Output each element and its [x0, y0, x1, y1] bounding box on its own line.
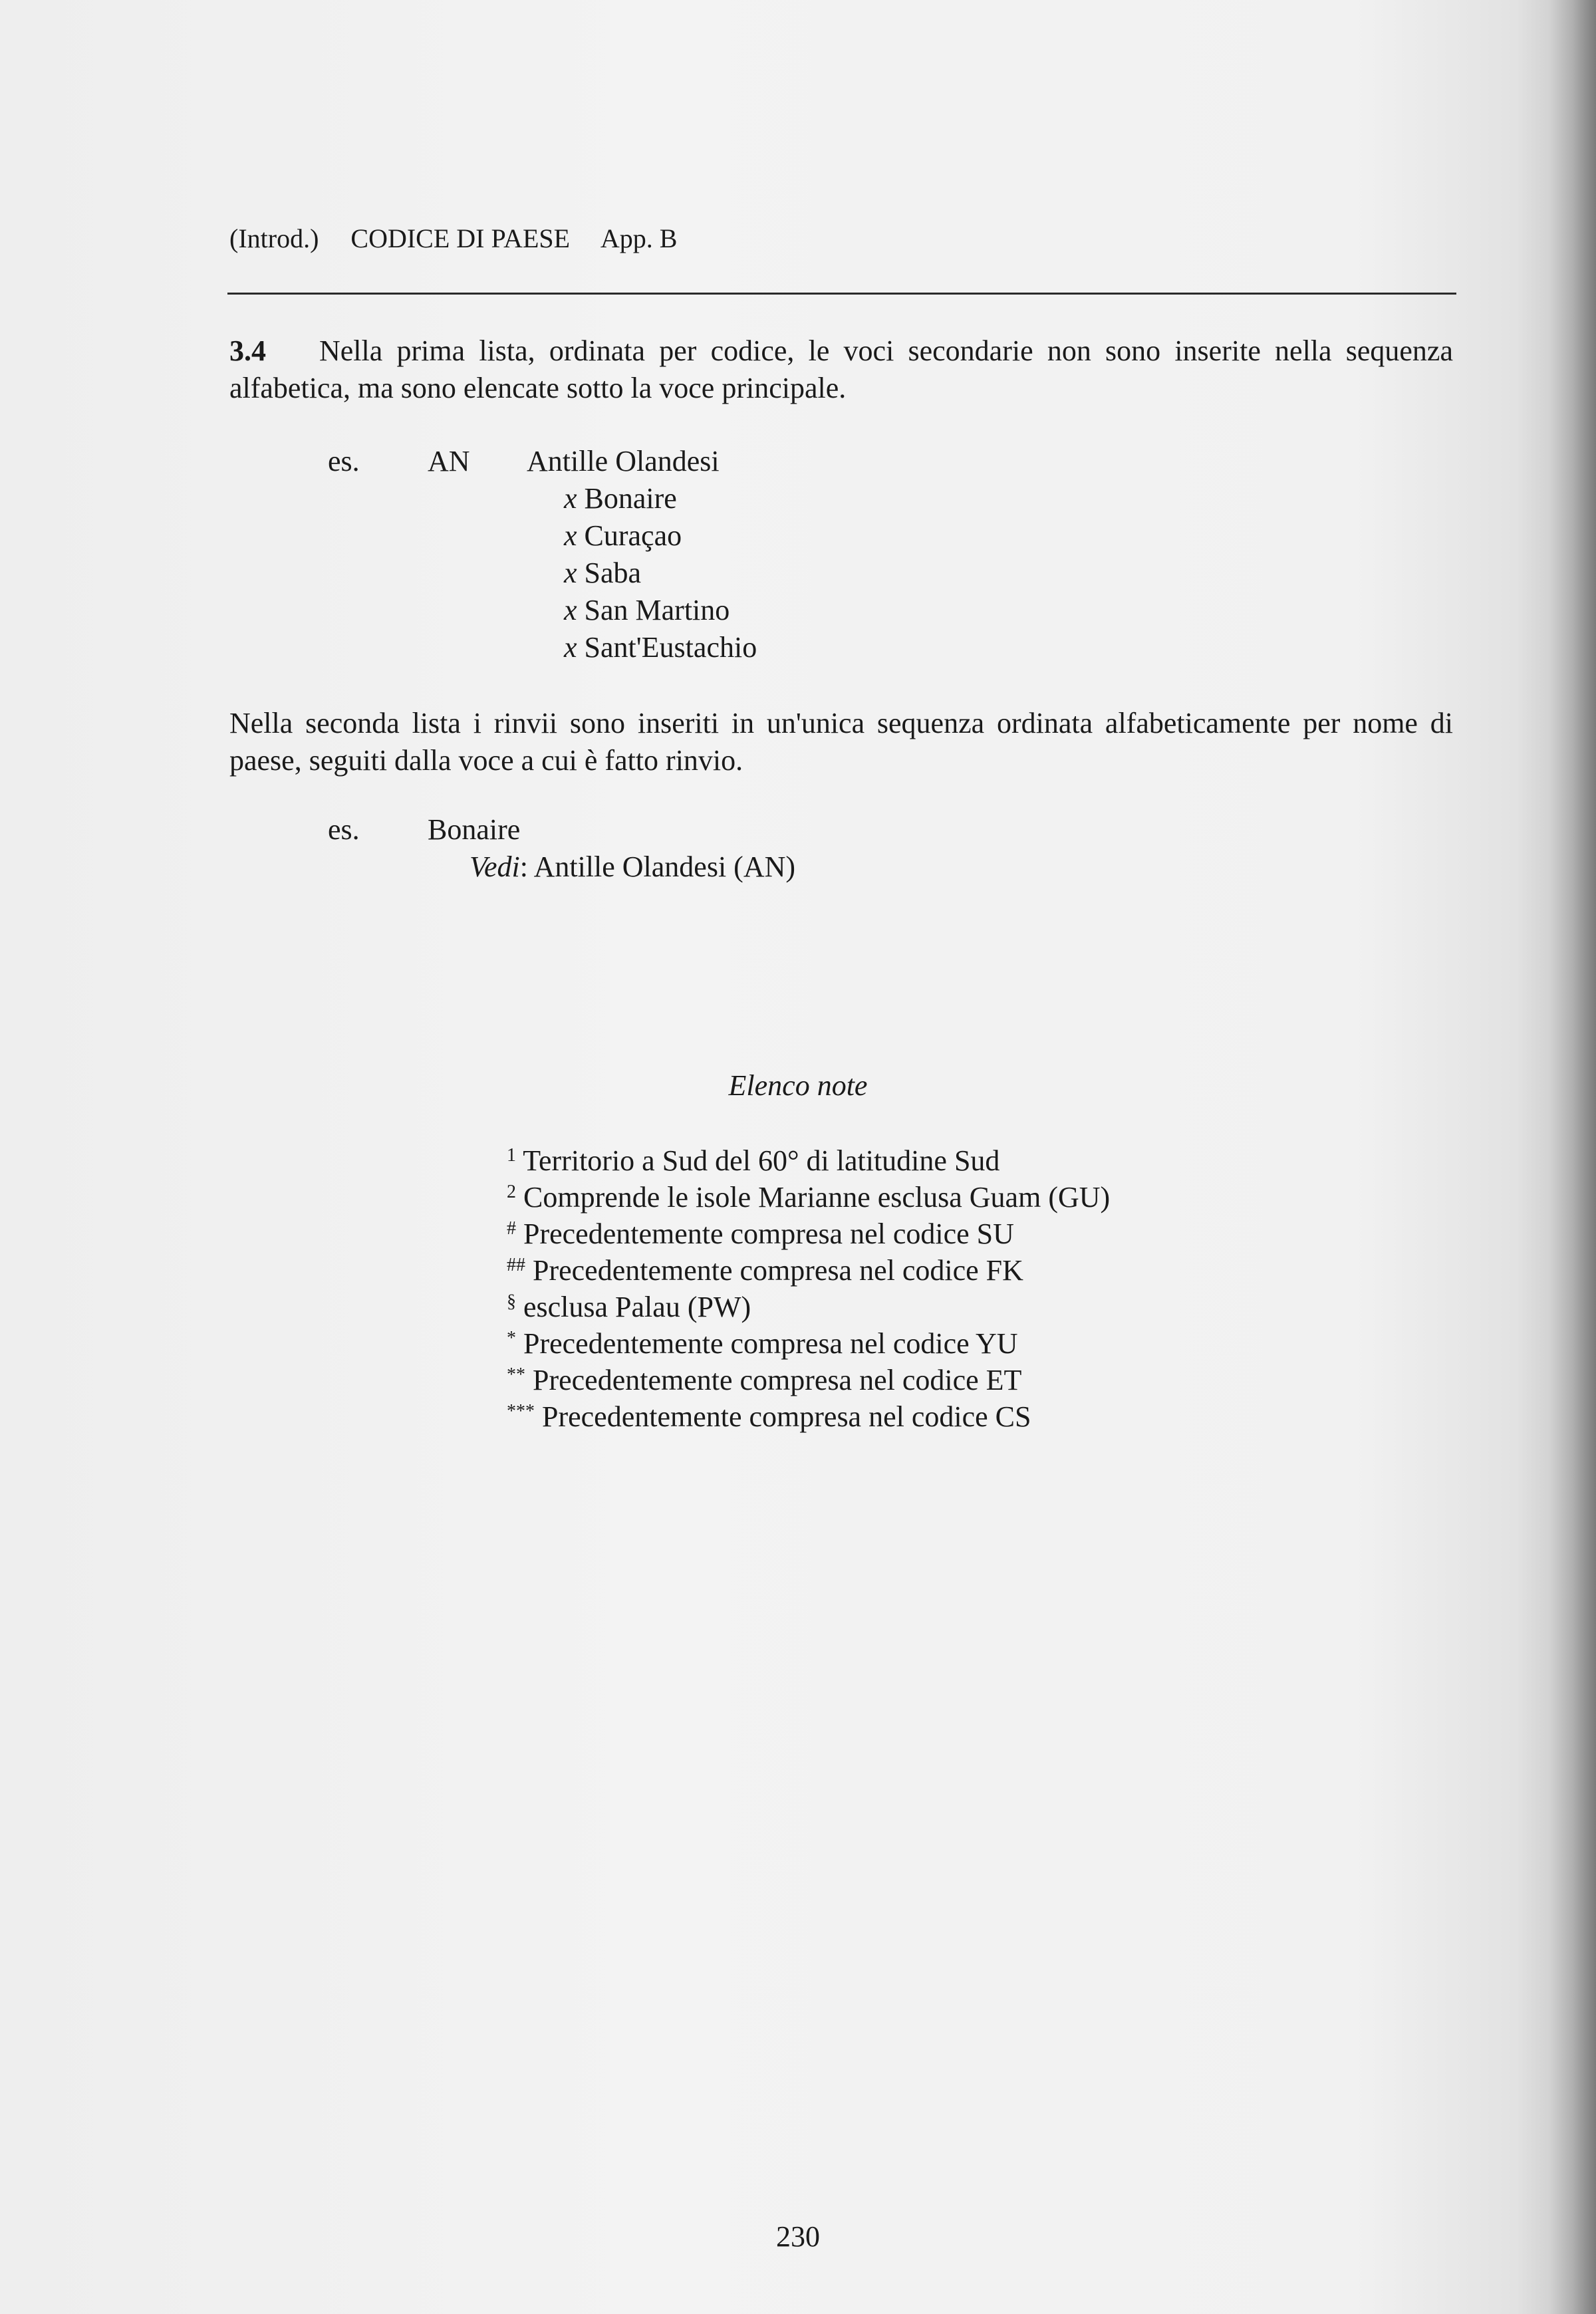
note-text: Precedentemente compresa nel codice YU — [523, 1327, 1018, 1360]
sub-marker: x — [564, 631, 577, 664]
note-mark: *** — [507, 1401, 535, 1422]
sub-text: Saba — [584, 557, 642, 589]
see-text: : Antille Olandesi (AN) — [519, 850, 796, 883]
sub-text: San Martino — [584, 594, 730, 626]
header-appendix: App. B — [600, 223, 678, 253]
note-mark: § — [507, 1291, 516, 1312]
example1-code: AN — [428, 445, 470, 477]
note-mark: 2 — [507, 1182, 516, 1202]
note-text: Precedentemente compresa nel codice FK — [533, 1254, 1023, 1287]
note-text: esclusa Palau (PW) — [523, 1291, 751, 1323]
example2-see — [469, 850, 795, 884]
binding-shadow — [1549, 0, 1596, 2314]
sub-marker: x — [564, 557, 577, 589]
example2-label: es. — [328, 813, 360, 846]
sub-text: Sant'Eustachio — [584, 631, 757, 664]
example1-sub — [564, 630, 757, 664]
section-3-4 — [229, 332, 1453, 407]
note-text: Territorio a Sud del 60° di latitudine Sud — [523, 1144, 1000, 1177]
see-label: Vedi — [469, 850, 520, 883]
example1-sub — [564, 556, 641, 590]
sub-text: Bonaire — [584, 482, 677, 515]
section-number: 3.4 — [229, 334, 266, 367]
note-item — [507, 1400, 1031, 1434]
example1-sub — [564, 593, 730, 627]
note-mark: # — [507, 1218, 516, 1239]
notes-title: Elenco note — [728, 1069, 868, 1102]
example1-label: es. — [328, 445, 360, 477]
note-mark: 1 — [507, 1145, 516, 1166]
sub-marker: x — [564, 594, 577, 626]
note-text: Precedentemente compresa nel codice SU — [523, 1218, 1014, 1250]
note-text: Precedentemente compresa nel codice CS — [542, 1400, 1031, 1433]
header-title: CODICE DI PAESE — [350, 223, 571, 253]
paragraph-2: Nella seconda lista i rinvii sono inseriti in un'unica sequenza ordinata alfabeticamente per nome di paese, seguiti dalla voce a cui è fatto rinvio. — [229, 707, 1453, 777]
note-item — [507, 1180, 1110, 1214]
example1-sub — [564, 481, 677, 515]
note-mark: ** — [507, 1364, 525, 1385]
running-header — [229, 223, 702, 254]
note-text: Comprende le isole Marianne esclusa Guam (GU) — [523, 1181, 1111, 1214]
sub-text: Curaçao — [584, 519, 682, 552]
note-mark: * — [507, 1328, 516, 1349]
page-number: 230 — [776, 2220, 820, 2253]
note-item — [507, 1363, 1021, 1397]
header-rule — [227, 293, 1456, 295]
note-text: Precedentemente compresa nel codice ET — [533, 1364, 1022, 1396]
note-item — [507, 1290, 751, 1324]
note-item — [507, 1217, 1014, 1251]
example1-sub — [564, 519, 682, 553]
example2-term: Bonaire — [428, 813, 521, 846]
note-mark: ## — [507, 1255, 525, 1275]
note-item — [507, 1327, 1018, 1360]
sub-marker: x — [564, 482, 577, 515]
note-item — [507, 1144, 999, 1178]
section-text: Nella prima lista, ordinata per codice, le voci secondarie non sono inserite nella sequenza alfabetica, ma sono elencate sotto la voce principale. — [229, 334, 1453, 404]
note-item — [507, 1253, 1023, 1287]
sub-marker: x — [564, 519, 577, 552]
example1-main: Antille Olandesi — [527, 445, 720, 477]
header-section: (Introd.) — [229, 223, 319, 253]
